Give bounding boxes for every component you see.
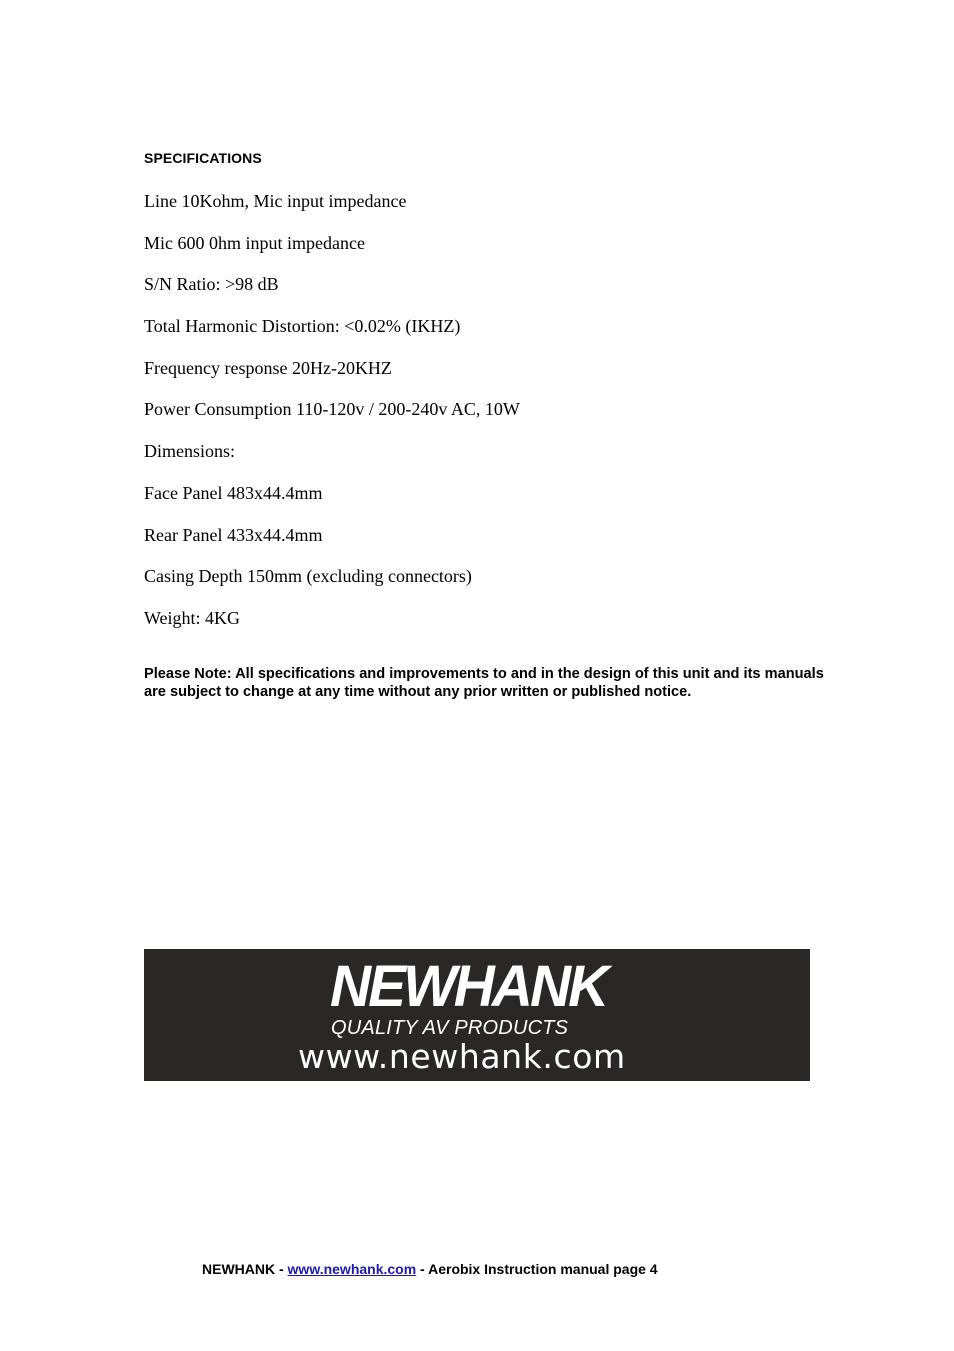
spec-item: Rear Panel 433x44.4mm <box>144 524 323 545</box>
spec-item: Weight: 4KG <box>144 607 241 628</box>
page-footer <box>202 1261 658 1277</box>
footer-website-link[interactable]: www.newhank.com <box>287 1261 417 1277</box>
brand-logo: NEWHANK <box>330 954 607 1019</box>
section-heading: SPECIFICATIONS <box>144 150 262 166</box>
spec-item: S/N Ratio: >98 dB <box>144 274 279 295</box>
spec-item: Mic 600 0hm input impedance <box>144 232 365 253</box>
spec-item: Frequency response 20Hz-20KHZ <box>144 357 392 378</box>
spec-item: Line 10Kohm, Mic input impedance <box>144 191 407 211</box>
spec-item: Casing Depth 150mm (excluding connectors) <box>144 566 472 587</box>
spec-item: Power Consumption 110-120v / 200-240v AC, 10W <box>144 399 520 420</box>
spec-item: Total Harmonic Distortion: <0.02% (IKHZ) <box>144 316 461 337</box>
spec-item: Dimensions: <box>144 441 236 462</box>
brand-website: www.newhank.com <box>298 1037 626 1076</box>
footer-prefix: NEWHANK - <box>202 1261 288 1277</box>
spec-item: Face Panel 483x44.4mm <box>144 482 323 503</box>
brand-banner <box>144 949 810 1081</box>
footer-suffix: - Aerobix Instruction manual page 4 <box>416 1261 658 1277</box>
brand-tagline: QUALITY AV PRODUCTS <box>331 1017 569 1039</box>
disclaimer-note: Please Note: All specifications and improvements to and in the design of this unit and its manuals are subject to change at any time without any prior written or published notice. <box>144 666 824 700</box>
spec-list <box>144 189 520 648</box>
